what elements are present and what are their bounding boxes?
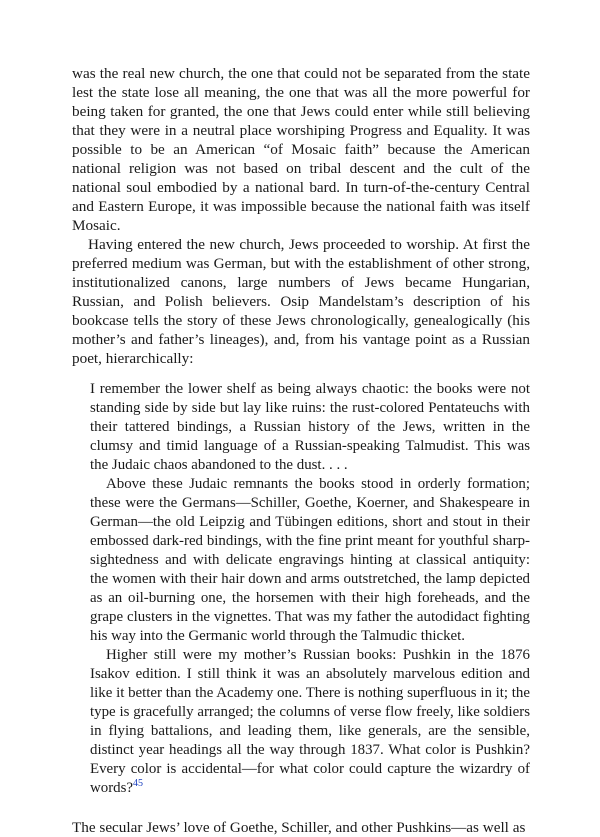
document-page bbox=[72, 64, 530, 837]
block-quote bbox=[90, 380, 530, 798]
body-paragraph: The secular Jews’ love of Goethe, Schiller, and other Pushkins—as well as bbox=[72, 819, 526, 836]
quote-text: Higher still were my mother’s Russian books: Pushkin in the 1876 Isakov edition. I still think it was an absolutely marvelous edition and like it better than the Academy one. There is nothing superfluous in it; the type is gracefully arranged; the columns of verse flow freely, like soldiers in flying battalions, and leading them, like generals, are the sensible, distinct year headings all the way through 1837. What color is Pushkin? Every color is accidental—for what color could capture the wizardry of words? bbox=[90, 647, 530, 796]
body-paragraph: was the real new church, the one that could not be separated from the state lest the state lose all meaning, the one that was all the more powerful for being taken for granted, the one that Jews could enter while still believing that they were in a neutral place worshiping Progress and Equality. It was possible to be an American “of Mosaic faith” because the American national religion was not based on tribal descent and the cult of the national soul embodied by a national bard. In turn-of-the-century Central and Eastern Europe, it was impossible because the national faith was itself Mosaic. bbox=[72, 65, 530, 234]
body-paragraph: Having entered the new church, Jews proceeded to worship. At first the preferred medium was German, but with the establishment of other strong, institutionalized canons, large numbers of Jews became Hungarian, Russian, and Polish believers. Osip Mandelstam’s description of his bookcase tells the story of these Jews chronologically, genealogically (his mother’s and father’s lineages), and, from his vantage point as a Russian poet, hierarchically: bbox=[72, 236, 530, 367]
quote-paragraph: I remember the lower shelf as being always chaotic: the books were not standing side by side but lay like ruins: the rust-colored Pentateuchs with their tattered bindings, a Russian history of the Jews, written in the clumsy and timid language of a Russian-speaking Talmudist. This was the Judaic chaos abandoned to the dust. . . . bbox=[90, 381, 530, 473]
footnote-reference[interactable]: 45 bbox=[133, 778, 144, 790]
quote-paragraph: Above these Judaic remnants the books stood in orderly formation; these were the Germans—Schiller, Goethe, Koerner, and Shakespeare in German—the old Leipzig and Tübingen editions, short and stout in their embossed dark-red bindings, with the fine print meant for youthful sharp-sightedness and with delicate engravings hinting at classical antiquity: the women with their hair down and arms outstretched, the lamp depicted as an oil-burning one, the horsemen with their high foreheads, and the grape clusters in the vignettes. That was my father the autodidact fighting his way into the Germanic world through the Talmudic thicket. bbox=[90, 476, 530, 644]
quote-paragraph bbox=[90, 646, 530, 798]
